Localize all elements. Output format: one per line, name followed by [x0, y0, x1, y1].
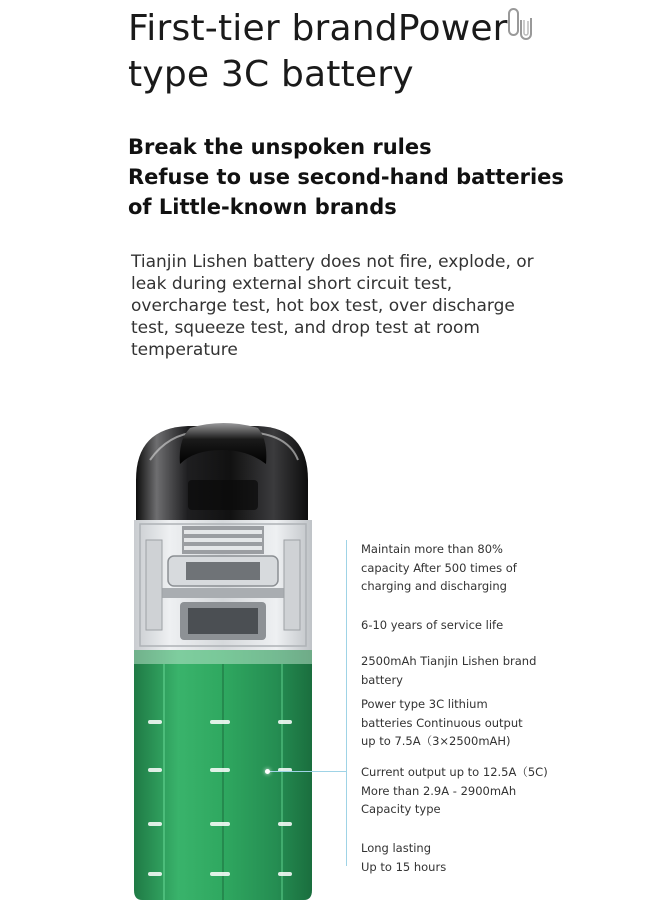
feature-text-line: capacity After 500 times of — [361, 560, 517, 575]
feature-item-brand-battery — [361, 652, 581, 689]
feature-text-line: Maintain more than 80% — [361, 542, 503, 556]
description-line-2: leak during external short circuit test, — [131, 274, 453, 294]
feature-text-line: batteries Continuous output — [361, 715, 523, 730]
feature-text-line: Current output up to 12.5A（5C) — [361, 765, 548, 779]
feature-text-line: Power type 3C lithium — [361, 697, 488, 711]
feature-item-current-output — [361, 763, 581, 819]
title-line-2: type 3C battery — [128, 54, 414, 95]
page-title — [128, 6, 548, 98]
headline-line-2: Refuse to use second-hand batteries — [128, 165, 564, 189]
feature-text-line: charging and discharging — [361, 579, 507, 593]
feature-text-line: 2500mAh Tianjin Lishen brand — [361, 654, 537, 668]
feature-item-service-life — [361, 616, 581, 635]
feature-item-power-type — [361, 695, 581, 751]
feature-text-line: 6-10 years of service life — [361, 618, 504, 632]
feature-item-capacity — [361, 540, 581, 596]
feature-item-long-lasting — [361, 839, 581, 876]
title-line-1: First-tier brandPower — [128, 8, 508, 49]
feature-text-line: Capacity type — [361, 802, 441, 816]
headline-line-3: of Little-known brands — [128, 195, 397, 219]
description-line-1: Tianjin Lishen battery does not fire, explode, or — [131, 252, 534, 272]
description-line-5: temperature — [131, 340, 238, 360]
battery-product-image — [128, 420, 318, 900]
headline — [128, 132, 598, 222]
description-line-4: test, squeeze test, and drop test at room — [131, 318, 480, 338]
feature-text-line: Up to 15 hours — [361, 859, 447, 874]
description-line-3: overcharge test, hot box test, over discharge — [131, 296, 515, 316]
feature-text-line: up to 7.5A（3×2500mAH) — [361, 734, 511, 748]
feature-text-line: battery — [361, 672, 403, 687]
headline-line-1: Break the unspoken rules — [128, 135, 432, 159]
callout-vertical-line — [346, 540, 347, 866]
paperclip-icon — [506, 6, 534, 46]
feature-text-line: Long lasting — [361, 841, 432, 855]
description — [131, 251, 551, 361]
feature-text-line: More than 2.9A - 2900mAh — [361, 783, 517, 798]
